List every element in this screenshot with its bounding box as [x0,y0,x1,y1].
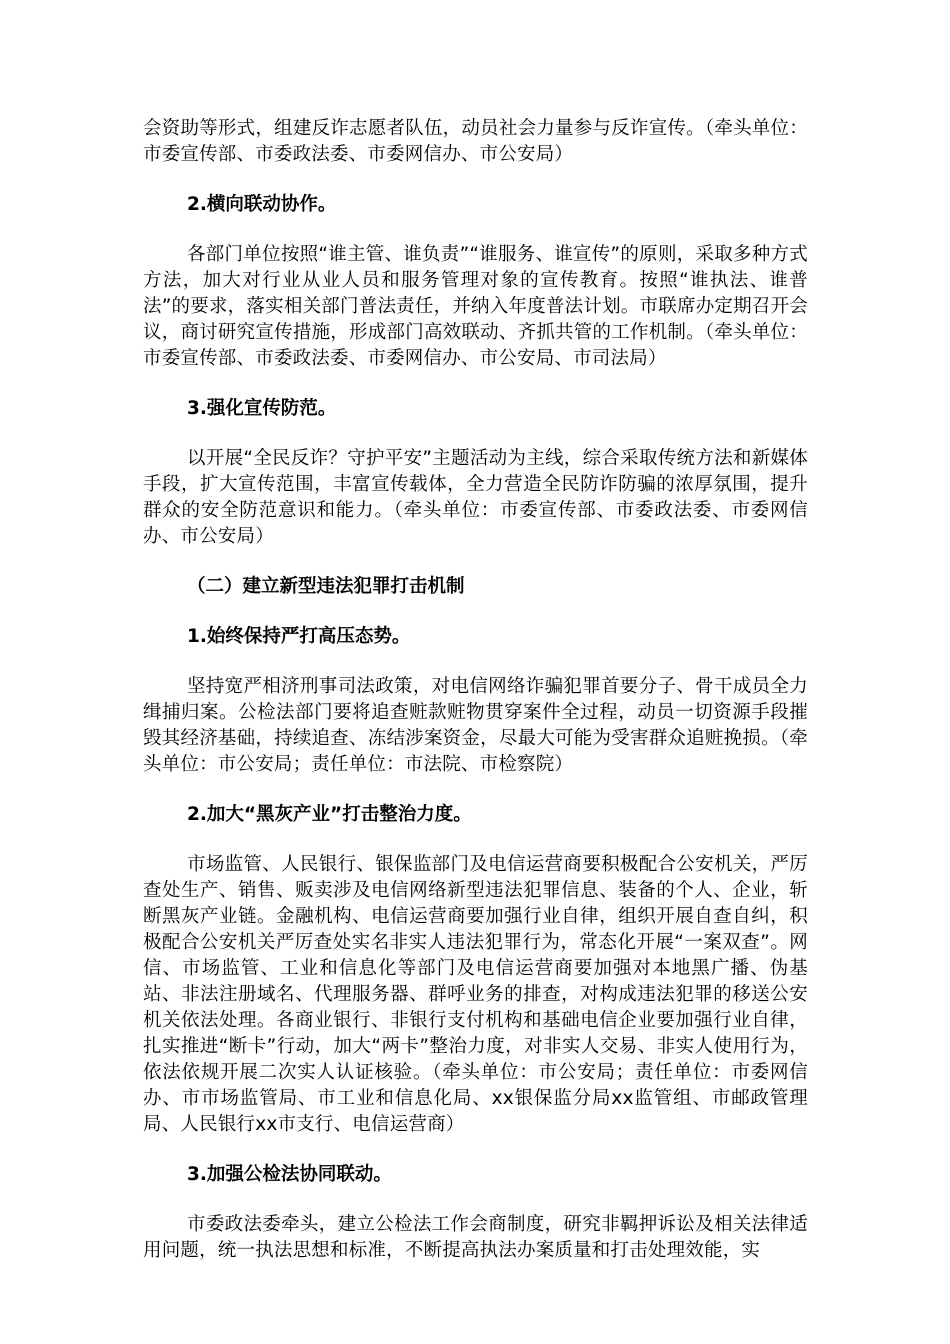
paragraph-maintain-crackdown: 坚持宽严相济刑事司法政策，对电信网络诈骗犯罪首要分子、骨干成员全力缉捕归案。公检法部门要将追查赃款赃物贯穿案件全过程，动员一切资源手段摧毁其经济基础，持续追查、冻结涉案资金，尽最大可能为受害群众追赃挽损。（牵头单位：市公安局；责任单位：市法院、市检察院） [143,676,808,775]
paragraph-black-grey-industry: 市场监管、人民银行、银保监部门及电信运营商要积极配合公安机关，严厉查处生产、销售、贩卖涉及电信网络新型违法犯罪信息、装备的个人、企业，斩断黑灰产业链。金融机构、电信运营商要加强行业自律，组织开展自查自纠，积极配合公安机关严厉查处实名非实人违法犯罪行为，常态化开展“一案双查”。网信、市场监管、工业和信息化等部门及电信运营商要加强对本地黑广播、伪基站、非法注册域名、代理服务器、群呼业务的排查，对构成违法犯罪的移送公安机关依法处理。各商业银行、非银行支付机构和基础电信企业要加强行业自律，扎实推进“断卡”行动，加大“两卡”整治力度，对非实人交易、非实人使用行为，依法依规开展二次实人认证核验。（牵头单位：市公安局；责任单位：市委网信办、市市场监管局、市工业和信息化局、xx银保监分局xx监管组、市邮政管理局、人民银行xx市支行、电信运营商） [143,854,808,1135]
heading-black-grey-industry: 2.加大“黑灰产业”打击整治力度。 [187,804,472,825]
paragraph-judicial-coordination: 市委政法委牵头，建立公检法工作会商制度，研究非羁押诉讼及相关法律适用问题，统一执法思想和标准，不断提高执法办案质量和打击处理效能，实 [143,1214,808,1261]
paragraph-horizontal-coordination: 各部门单位按照“谁主管、谁负责”“谁服务、谁宣传”的原则，采取多种方式方法，加大对行业从业人员和服务管理对象的宣传教育。按照“谁执法、谁普法”的要求，落实相关部门普法责任，并纳入年度普法计划。市联席办定期召开会议，商讨研究宣传措施，形成部门高效联动、齐抓共管的工作机制。（牵头单位：市委宣传部、市委政法委、市委网信办、市公安局、市司法局） [143,244,808,369]
section-heading-crackdown-mechanism: （二）建立新型违法犯罪打击机制 [187,576,465,597]
heading-judicial-coordination: 3.加强公检法协同联动。 [187,1164,392,1185]
paragraph-strengthen-publicity: 以开展“全民反诈？守护平安”主题活动为主线，综合采取传统方法和新媒体手段，扩大宣传范围，丰富宣传载体，全力营造全民防诈防骗的浓厚氛围，提升群众的安全防范意识和能力。（牵头单位：市委宣传部、市委政法委、市委网信办、市公安局） [143,448,808,547]
document-page [143,116,808,1264]
heading-strengthen-publicity: 3.强化宣传防范。 [187,398,337,419]
heading-maintain-crackdown: 1.始终保持严打高压态势。 [187,626,411,647]
heading-horizontal-coordination: 2.横向联动协作。 [187,194,337,215]
paragraph-intro: 会资助等形式，组建反诈志愿者队伍，动员社会力量参与反诈宣传。（牵头单位：市委宣传部、市委政法委、市委网信办、市公安局） [143,118,808,165]
